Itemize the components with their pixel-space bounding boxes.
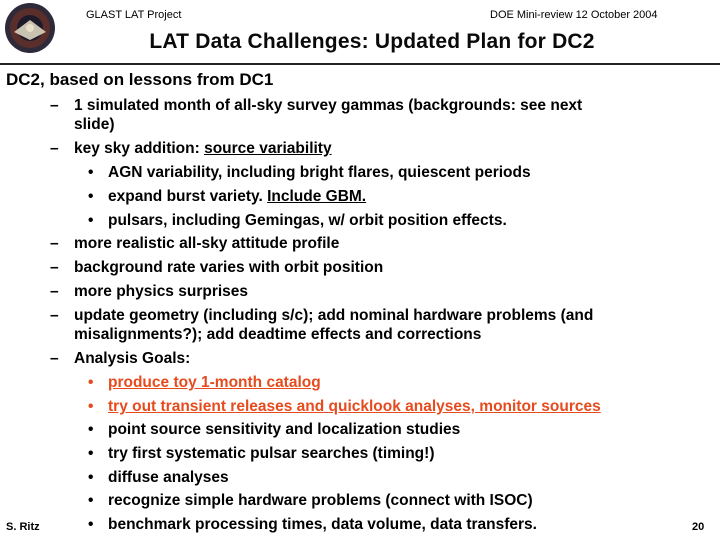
list-item [88, 163, 698, 182]
list-item [88, 515, 698, 534]
dash-marker: – [50, 140, 59, 157]
header-divider [0, 63, 720, 65]
project-name: GLAST LAT Project [86, 9, 182, 21]
list-item [50, 96, 694, 134]
intro-text: DC2, based on lessons from DC1 [6, 70, 274, 89]
item-text: Analysis Goals: [74, 350, 191, 367]
item-text: AGN variability, including bright flares, quiescent periods [108, 164, 531, 181]
glast-logo [4, 2, 56, 54]
goal-transient-link[interactable]: try out transient releases and quicklook analyses, monitor sources [108, 398, 601, 415]
page-number: 20 [692, 521, 705, 533]
bullet-marker: • [88, 421, 94, 438]
item-text: background rate varies with orbit position [74, 259, 384, 276]
source-variability-link[interactable]: source variability [204, 140, 332, 157]
list-item [88, 397, 698, 416]
item-text: try first systematic pulsar searches (timing!) [108, 445, 435, 462]
item-text: point source sensitivity and localization studies [108, 421, 461, 438]
list-item [50, 139, 694, 158]
item-text: pulsars, including Gemingas, w/ orbit position effects. [108, 212, 507, 229]
review-date: DOE Mini-review 12 October 2004 [490, 9, 658, 21]
bullet-marker: • [88, 398, 94, 415]
dash-marker: – [50, 350, 59, 367]
item-text: diffuse analyses [108, 469, 229, 486]
list-item [88, 444, 698, 463]
item-text: more physics surprises [74, 283, 249, 300]
item-text: 1 simulated month of all-sky survey gammas (backgrounds: see next [74, 97, 583, 114]
item-text: benchmark processing times, data volume, data transfers. [108, 516, 537, 533]
list-item [88, 211, 698, 230]
list-item [50, 306, 694, 344]
bullet-marker: • [88, 492, 94, 509]
bullet-marker: • [88, 516, 94, 533]
item-text: key sky addition: [74, 140, 205, 157]
bullet-marker: • [88, 469, 94, 486]
bullet-marker: • [88, 374, 94, 391]
bullet-marker: • [88, 445, 94, 462]
include-gbm-link[interactable]: Include GBM. [267, 188, 367, 205]
dash-marker: – [50, 235, 59, 252]
list-item [50, 349, 694, 368]
list-item [88, 468, 698, 487]
author: S. Ritz [6, 521, 40, 533]
goal-catalog-link[interactable]: produce toy 1-month catalog [108, 374, 321, 391]
list-item [88, 420, 698, 439]
item-text: update geometry (including s/c); add nominal hardware problems (and [74, 307, 594, 324]
list-item [50, 258, 694, 277]
dash-marker: – [50, 259, 59, 276]
list-item [50, 234, 694, 253]
bullet-marker: • [88, 212, 94, 229]
item-text: more realistic all-sky attitude profile [74, 235, 340, 252]
item-text-continued: slide) [74, 116, 115, 133]
bullet-marker: • [88, 188, 94, 205]
item-text-continued: misalignments?); add deadtime effects and corrections [74, 326, 482, 343]
list-item [88, 187, 698, 206]
dash-marker: – [50, 97, 59, 114]
item-text: expand burst variety. [108, 188, 268, 205]
list-item [88, 373, 698, 392]
dash-marker: – [50, 307, 59, 324]
list-item [88, 491, 698, 510]
item-text: recognize simple hardware problems (connect with ISOC) [108, 492, 533, 509]
list-item [50, 282, 694, 301]
dash-marker: – [50, 283, 59, 300]
bullet-marker: • [88, 164, 94, 181]
slide-title: LAT Data Challenges: Updated Plan for DC2 [149, 30, 595, 53]
